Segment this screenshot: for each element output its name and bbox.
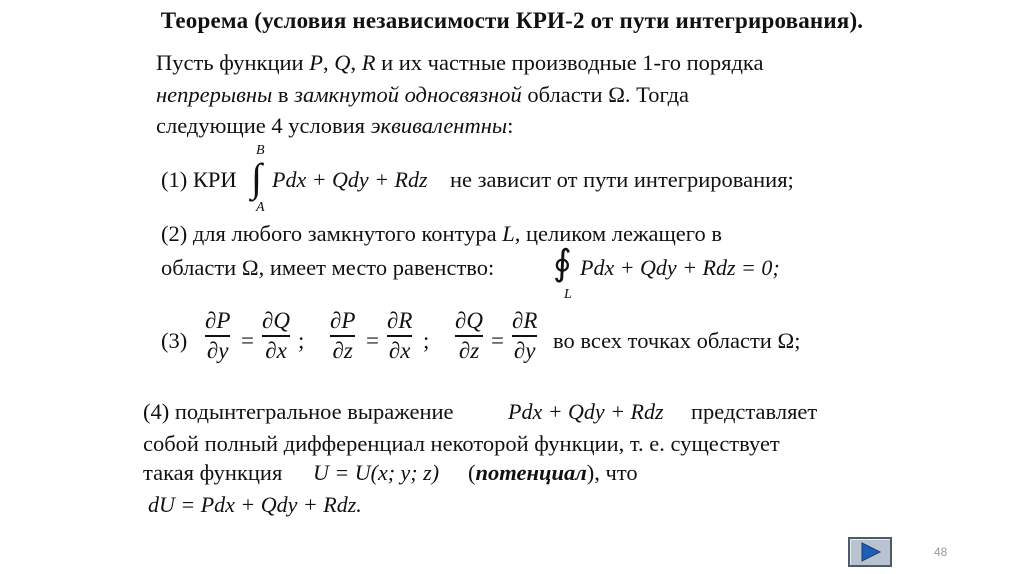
cond1-integrand: Pdx + Qdy + Rdz [272, 167, 428, 192]
intro-text: . Тогда [624, 82, 690, 107]
fraction-numerator: ∂P [205, 308, 231, 333]
term-equivalent: эквивалентны [370, 113, 508, 138]
fraction-denominator: ∂x [388, 337, 411, 363]
omega-symbol: Ω [608, 82, 625, 107]
fraction-numerator: ∂R [512, 308, 538, 333]
cond2-text: , целиком лежащего в [514, 221, 722, 246]
intro-text: в [272, 82, 295, 107]
intro-line-1 [156, 50, 764, 76]
contour-integral-icon: ∮ [553, 243, 572, 283]
intro-line-3 [156, 113, 513, 139]
fraction-dP-dz [330, 309, 355, 363]
cond2-line-1 [161, 221, 722, 247]
cond4-differential-expr: dU = Pdx + Qdy + Rdz. [148, 492, 362, 517]
cond3-text: ; [794, 328, 801, 353]
term-continuous: непрерывны [156, 82, 273, 107]
fraction-dR-dy [512, 309, 537, 363]
omega-symbol: Ω [241, 255, 259, 280]
cond4-potential-expr: U = U(x; y; z) [313, 460, 440, 485]
omega-symbol: Ω [777, 328, 795, 353]
equals-sign: = [491, 328, 504, 353]
cond2-lower-limit: L [564, 287, 572, 302]
cond4-line-3-end [468, 460, 638, 486]
intro-text: Пусть функции [156, 50, 310, 75]
equals-sign: = [241, 328, 254, 353]
next-slide-button[interactable] [848, 537, 892, 567]
play-triangle-icon [860, 542, 882, 562]
fraction-numerator: ∂Q [455, 308, 483, 333]
intro-text: области [521, 82, 609, 107]
fraction-denominator: ∂y [206, 337, 229, 363]
cond2-expr: Pdx + Qdy + Rdz = 0; [580, 255, 780, 280]
fraction-numerator: ∂P [330, 308, 356, 333]
equals-sign: = [366, 328, 379, 353]
cond3-prefix: (3) [161, 328, 188, 353]
cond4-line-3-text: такая функция [143, 460, 283, 485]
var-L: L [502, 221, 515, 246]
fraction-dR-dx [387, 309, 412, 363]
var-Q: Q [334, 50, 351, 75]
intro-text: следующие 4 условия [156, 113, 371, 138]
slide-number: 48 [934, 545, 948, 559]
term-potential: потенциал [475, 460, 587, 485]
fraction-denominator: ∂x [265, 337, 287, 363]
var-R: R [361, 50, 376, 75]
intro-text: и их частные производные 1-го порядка [375, 50, 764, 75]
integral-icon: ∫ [251, 155, 262, 200]
cond2-text: , имеет место равенство: [258, 255, 495, 280]
fraction-dQ-dz [455, 309, 483, 363]
fraction-dQ-dx [262, 309, 290, 363]
separator: , [350, 50, 362, 75]
intro-text: : [507, 113, 514, 138]
cond1-prefix: (1) КРИ [161, 167, 237, 192]
semicolon: ; [423, 328, 430, 353]
cond1-lower-limit: A [256, 200, 265, 215]
cond2-text: области [161, 255, 242, 280]
separator: , [322, 50, 335, 75]
intro-line-2 [156, 82, 689, 108]
var-P: P [309, 50, 323, 75]
fraction-denominator: ∂z [458, 337, 480, 363]
cond3-text: во всех точках области [553, 328, 778, 353]
term-closed-simply-connected: замкнутой односвязной [294, 82, 522, 107]
fraction-numerator: ∂R [387, 308, 413, 333]
fraction-denominator: ∂y [513, 337, 536, 363]
cond4-text: ( [468, 460, 476, 485]
cond2-line-2 [161, 255, 494, 281]
cond4-text: (4) подынтегральное выражение [143, 399, 454, 424]
cond4-line-2: собой полный дифференциал некоторой функции, т. е. существует [143, 431, 780, 456]
cond2-text: (2) для любого замкнутого контура [161, 221, 503, 246]
cond4-line-1 [143, 399, 454, 425]
cond4-text: представляет [691, 399, 818, 424]
cond1-upper-limit: B [256, 143, 265, 158]
cond4-text: ), что [586, 460, 638, 485]
cond3-suffix [553, 328, 800, 354]
fraction-denominator: ∂z [332, 337, 353, 363]
cond4-expr: Pdx + Qdy + Rdz [508, 399, 664, 424]
fraction-dP-dy [205, 309, 230, 363]
semicolon: ; [298, 328, 305, 353]
slide-title: Теорема (условия независимости КРИ-2 от пути интегрирования). [160, 8, 864, 33]
cond1-suffix: не зависит от пути интегрирования; [450, 167, 794, 192]
fraction-numerator: ∂Q [262, 308, 290, 333]
